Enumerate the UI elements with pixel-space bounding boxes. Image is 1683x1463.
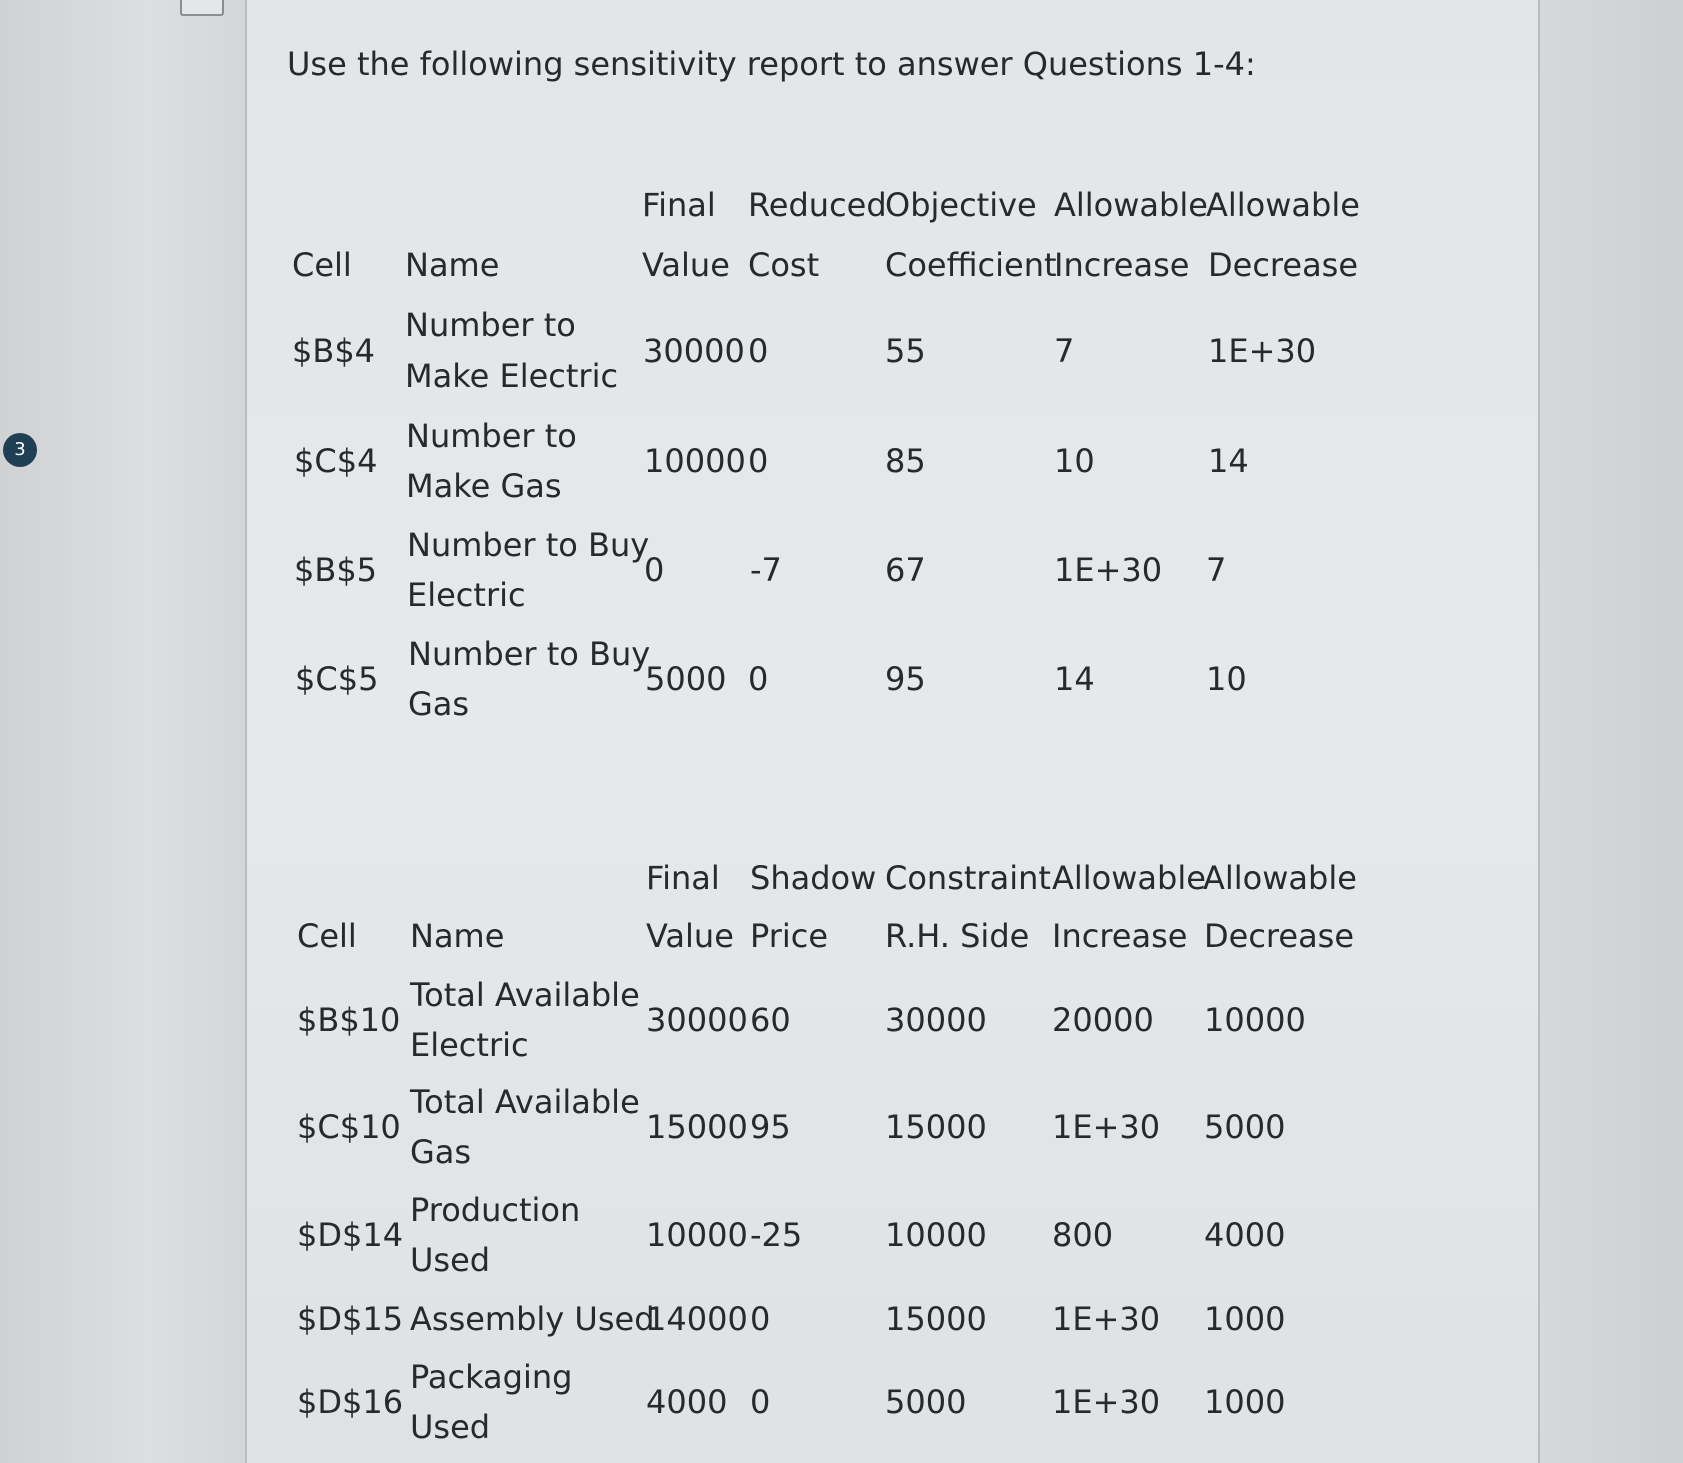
row-allowable-decrease: 10000 bbox=[1204, 1001, 1306, 1039]
row-shadow-price: 0 bbox=[750, 1300, 771, 1338]
con-header-rhs: R.H. Side bbox=[885, 917, 1030, 955]
con-header-decrease: Decrease bbox=[1204, 917, 1355, 955]
var-header-final: Final bbox=[642, 186, 716, 224]
row-name-line2: Make Gas bbox=[406, 467, 562, 505]
var-header-reduced: Reduced bbox=[748, 186, 887, 224]
row-allowable-increase: 1E+30 bbox=[1052, 1108, 1161, 1146]
page-corner-mark bbox=[180, 0, 224, 16]
row-name-line1: Number to bbox=[406, 417, 577, 455]
row-allowable-decrease: 10 bbox=[1206, 660, 1247, 698]
row-cell: $C$5 bbox=[295, 660, 379, 698]
con-header-cell: Cell bbox=[297, 917, 357, 955]
row-name-line2: Used bbox=[410, 1241, 491, 1279]
row-reduced-cost: -7 bbox=[750, 551, 782, 589]
intro-text: Use the following sensitivity report to answer Questions 1-4: bbox=[287, 45, 1256, 83]
row-name-line1: Production bbox=[410, 1191, 581, 1229]
var-header-increase: Increase bbox=[1054, 246, 1190, 284]
row-cell: $C$4 bbox=[294, 442, 378, 480]
left-margin-background bbox=[0, 0, 245, 1463]
var-header-cost: Cost bbox=[748, 246, 820, 284]
row-allowable-increase: 1E+30 bbox=[1052, 1383, 1161, 1421]
row-allowable-decrease: 7 bbox=[1206, 551, 1227, 589]
var-header-allowable-decrease: Allowable bbox=[1206, 186, 1360, 224]
row-allowable-increase: 7 bbox=[1054, 332, 1075, 370]
row-name-line1: Total Available bbox=[410, 1083, 640, 1121]
var-header-objective: Objective bbox=[885, 186, 1037, 224]
row-allowable-increase: 1E+30 bbox=[1054, 551, 1163, 589]
row-name-line1: Number to bbox=[405, 306, 576, 344]
row-allowable-decrease: 4000 bbox=[1204, 1216, 1286, 1254]
row-allowable-decrease: 1E+30 bbox=[1208, 332, 1317, 370]
row-shadow-price: 0 bbox=[750, 1383, 771, 1421]
row-rh-side: 15000 bbox=[885, 1300, 987, 1338]
row-allowable-decrease: 14 bbox=[1208, 442, 1249, 480]
row-final-value: 10000 bbox=[646, 1216, 748, 1254]
con-header-constraint: Constraint bbox=[885, 859, 1051, 897]
row-allowable-decrease: 5000 bbox=[1204, 1108, 1286, 1146]
row-allowable-increase: 1E+30 bbox=[1052, 1300, 1161, 1338]
row-name-line1: Total Available bbox=[410, 976, 640, 1014]
row-name-line2: Electric bbox=[407, 576, 526, 614]
row-allowable-increase: 14 bbox=[1054, 660, 1095, 698]
con-header-price: Price bbox=[750, 917, 829, 955]
con-header-value: Value bbox=[646, 917, 734, 955]
con-header-allowable-increase: Allowable bbox=[1052, 859, 1206, 897]
con-header-shadow: Shadow bbox=[750, 859, 877, 897]
row-rh-side: 5000 bbox=[885, 1383, 967, 1421]
row-final-value: 30000 bbox=[643, 332, 745, 370]
row-cell: $B$10 bbox=[297, 1001, 401, 1039]
row-rh-side: 30000 bbox=[885, 1001, 987, 1039]
con-header-allowable-decrease: Allowable bbox=[1203, 859, 1357, 897]
row-rh-side: 10000 bbox=[885, 1216, 987, 1254]
row-shadow-price: 60 bbox=[750, 1001, 791, 1039]
row-allowable-decrease: 1000 bbox=[1204, 1383, 1286, 1421]
row-final-value: 10000 bbox=[644, 442, 746, 480]
con-header-final: Final bbox=[646, 859, 720, 897]
row-name-line2: Used bbox=[410, 1408, 491, 1446]
var-header-allowable-increase: Allowable bbox=[1054, 186, 1208, 224]
row-final-value: 14000 bbox=[646, 1300, 748, 1338]
row-name-line2: Gas bbox=[408, 685, 470, 723]
row-reduced-cost: 0 bbox=[748, 442, 769, 480]
row-cell: $D$16 bbox=[297, 1383, 404, 1421]
var-header-value: Value bbox=[642, 246, 730, 284]
right-margin-background bbox=[1540, 0, 1683, 1463]
row-name-line1: Assembly Used bbox=[410, 1300, 655, 1338]
row-name-line1: Number to Buy bbox=[407, 526, 650, 564]
row-objective-coefficient: 55 bbox=[885, 332, 926, 370]
row-objective-coefficient: 95 bbox=[885, 660, 926, 698]
row-allowable-decrease: 1000 bbox=[1204, 1300, 1286, 1338]
row-allowable-increase: 20000 bbox=[1052, 1001, 1154, 1039]
var-header-coefficient: Coefficient bbox=[885, 246, 1057, 284]
row-name-line1: Number to Buy bbox=[408, 635, 651, 673]
row-final-value: 5000 bbox=[645, 660, 727, 698]
row-final-value: 15000 bbox=[646, 1108, 748, 1146]
row-cell: $C$10 bbox=[297, 1108, 401, 1146]
question-number-badge[interactable]: 3 bbox=[3, 433, 37, 467]
row-cell: $B$5 bbox=[294, 551, 378, 589]
row-objective-coefficient: 85 bbox=[885, 442, 926, 480]
var-header-decrease: Decrease bbox=[1208, 246, 1359, 284]
row-final-value: 0 bbox=[644, 551, 665, 589]
row-final-value: 4000 bbox=[646, 1383, 728, 1421]
row-cell: $D$15 bbox=[297, 1300, 404, 1338]
row-cell: $B$4 bbox=[292, 332, 376, 370]
con-header-name: Name bbox=[410, 917, 505, 955]
row-final-value: 30000 bbox=[646, 1001, 748, 1039]
row-cell: $D$14 bbox=[297, 1216, 404, 1254]
row-reduced-cost: 0 bbox=[748, 660, 769, 698]
row-reduced-cost: 0 bbox=[748, 332, 769, 370]
row-rh-side: 15000 bbox=[885, 1108, 987, 1146]
row-allowable-increase: 800 bbox=[1052, 1216, 1114, 1254]
row-shadow-price: -25 bbox=[750, 1216, 803, 1254]
row-name-line2: Gas bbox=[410, 1133, 472, 1171]
row-shadow-price: 95 bbox=[750, 1108, 791, 1146]
row-name-line2: Make Electric bbox=[405, 357, 619, 395]
con-header-increase: Increase bbox=[1052, 917, 1188, 955]
var-header-name: Name bbox=[405, 246, 500, 284]
var-header-cell: Cell bbox=[292, 246, 352, 284]
row-objective-coefficient: 67 bbox=[885, 551, 926, 589]
row-allowable-increase: 10 bbox=[1054, 442, 1095, 480]
row-name-line2: Electric bbox=[410, 1026, 529, 1064]
row-name-line1: Packaging bbox=[410, 1358, 573, 1396]
